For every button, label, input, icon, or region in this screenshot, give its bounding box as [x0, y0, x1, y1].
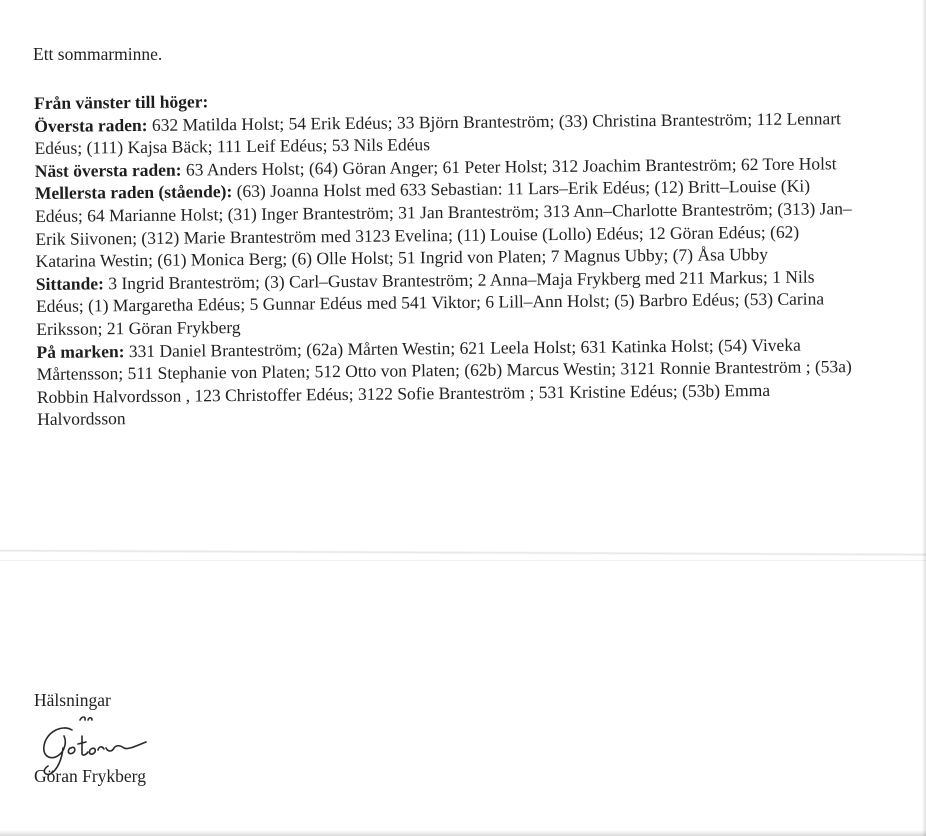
row-names: 632 Matilda Holst; 54 Erik Edéus; 33 Björn Branteström; (33) Christina Branteström; 112 Lennart Edéus; (111) Kajsa Bäck; 111 Leif Edéus; 53 Nils Edéus	[34, 107, 842, 159]
paper-fold-line	[0, 549, 926, 556]
row-names: 63 Anders Holst; (64) Göran Anger; 61 Peter Holst; 312 Joachim Branteström; 62 Tore Holst	[181, 153, 837, 180]
caption-row-seated	[36, 265, 857, 341]
caption-row-middle	[35, 174, 856, 272]
greeting: Hälsningar	[34, 690, 111, 710]
caption-row-top	[34, 107, 854, 160]
row-label: Översta raden:	[34, 114, 148, 136]
scan-edge-bottom	[0, 830, 926, 836]
row-label: Sittande:	[35, 273, 104, 294]
caption-heading: Från vänster till höger:	[34, 91, 209, 113]
row-names: (63) Joanna Holst med 633 Sebastian: 11 Lars–Erik Edéus; (12) Britt–Louise (Ki) Edéus; 64 Marianne Holst; (31) Inger Branteström; 31 Jan Branteström; 313 Ann–Charlotte Branteström; (313) Jan–Erik Siivonen; (312) Marie Branteström med 3123 Evelina; (11) Louise (Lollo) Edéus; 12 Göran Edéus; (62) Katarina Westin; (61) Monica Berg; (6) Olle Holst; 51 Ingrid von Platen; 7 Magnus Ubby; (7) Åsa Ubby	[35, 175, 852, 272]
scan-edge-right	[922, 0, 926, 836]
row-label: Näst översta raden:	[34, 159, 182, 181]
signer-name: Göran Frykberg	[34, 766, 146, 786]
row-names: 3 Ingrid Branteström; (3) Carl–Gustav Branteström; 2 Anna–Maja Frykberg med 211 Markus; 1 Nils Edéus; (1) Margaretha Edéus; 5 Gunnar Edéus med 541 Viktor; 6 Lill–Ann Holst; (5) Barbro Edéus; (53) Carina Eriksson; 21 Göran Frykberg	[35, 266, 825, 339]
caption-row-ground	[36, 333, 857, 431]
row-names: 331 Daniel Branteström; (62a) Mårten Westin; 621 Leela Holst; 631 Katinka Holst; (54) Viveka Mårtensson; 511 Stephanie von Platen; 512 Otto von Platen; (62b) Marcus Westin; 3121 Ronnie Branteström ; (53a) Robbin Halvordsson , 123 Christoffer Edéus; 3122 Sofie Branteström ; 531 Kristine Edéus; (53b) Emma Halvordsson	[36, 334, 852, 430]
photo-caption-block	[34, 84, 857, 431]
document-title: Ett sommarminne.	[33, 44, 163, 64]
paper-fold-shadow	[0, 560, 926, 561]
row-label: Mellersta raden (stående):	[34, 181, 233, 204]
row-label: På marken:	[36, 340, 125, 362]
